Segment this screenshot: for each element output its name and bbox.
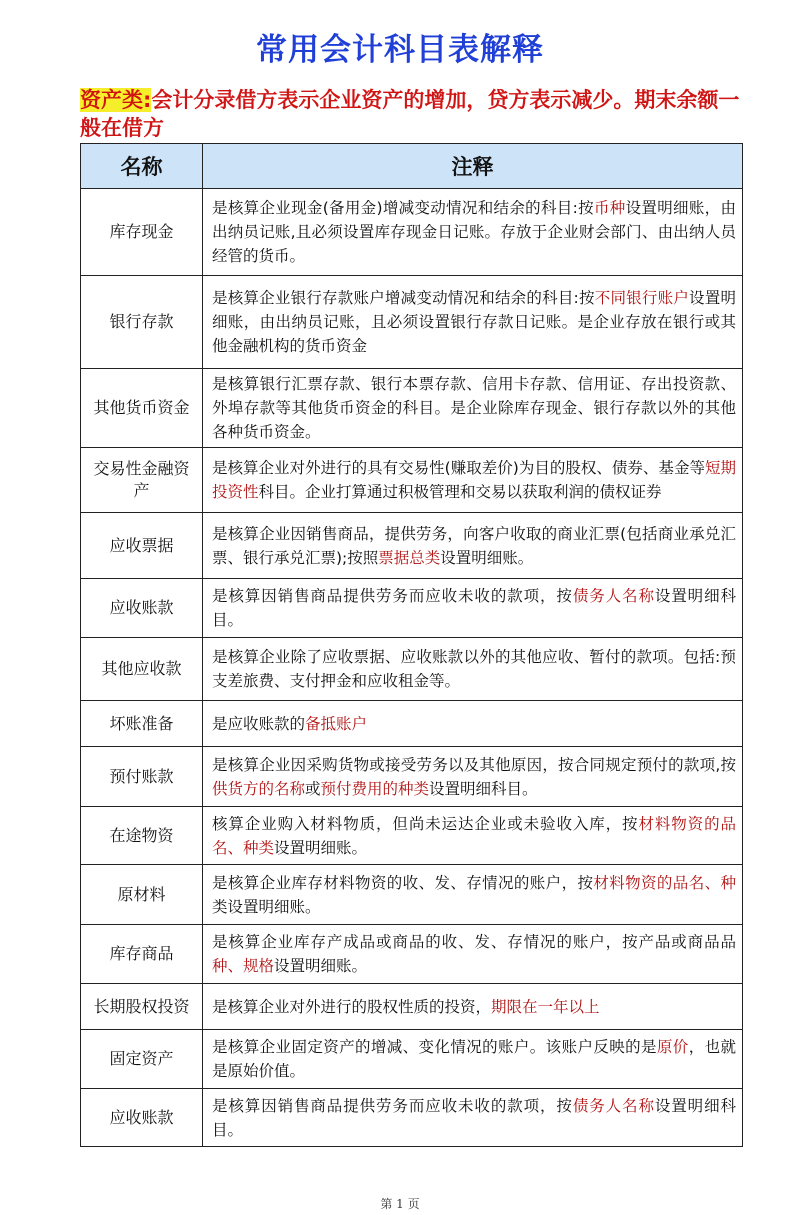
note-text: 设置明细科目。 bbox=[212, 1096, 736, 1139]
account-name: 银行存款 bbox=[81, 276, 203, 369]
note-highlight: 供货方的名称 bbox=[212, 779, 306, 798]
table-row bbox=[81, 189, 743, 276]
note-text: 是核算企业对外进行的股权性质的投资， bbox=[212, 997, 492, 1016]
account-note bbox=[203, 513, 743, 579]
note-text: 是核算银行汇票存款、银行本票存款、信用卡存款、信用证、存出投资款、外埠存款等其他货币资金的科目。是企业除库存现金、银行存款以外的其他各种货币资金。 bbox=[212, 375, 736, 441]
note-text: 设置明细账，由出纳员记账,且必须设置库存现金日记账。存放于企业财会部门、由出纳人员经管的货币。 bbox=[212, 199, 736, 265]
account-name: 其他货币资金 bbox=[81, 369, 203, 448]
note-text: 类设置明细账。 bbox=[212, 897, 321, 916]
note-text: 核算企业购入材料物质，但尚未运达企业或未验收入库，按 bbox=[212, 814, 639, 833]
account-name: 在途物资 bbox=[81, 807, 203, 865]
note-text: 设置明细账。 bbox=[440, 548, 534, 567]
note-text: 是核算企业因采购货物或接受劳务以及其他原因，按合同规定预付的款项,按 bbox=[212, 755, 736, 774]
note-text: 是核算企业库存产成品或商品的收、发、存情况的账户，按产品或商品品 bbox=[212, 933, 736, 951]
note-highlight: 种、规格 bbox=[212, 957, 275, 975]
header-name: 名称 bbox=[81, 144, 203, 189]
note-text: 设置明细账。 bbox=[274, 838, 368, 857]
account-note bbox=[203, 448, 743, 513]
note-text: 是核算企业现金(备用金)增减变动情况和结余的科目:按 bbox=[212, 199, 594, 217]
table-row bbox=[81, 701, 743, 747]
note-text: 是核算企业固定资产的增减、变化情况的账户。该账户反映的是 bbox=[212, 1038, 657, 1056]
section-description: 会计分录借方表示企业资产的增加，贷方表示减少。期末余额一般在借方 bbox=[80, 88, 740, 140]
note-text: 设置明细科目。 bbox=[429, 779, 538, 798]
account-note bbox=[203, 1089, 743, 1147]
account-note bbox=[203, 925, 743, 984]
account-note bbox=[203, 865, 743, 925]
account-name: 库存商品 bbox=[81, 925, 203, 984]
account-name: 其他应收款 bbox=[81, 638, 203, 701]
table-row bbox=[81, 984, 743, 1030]
table-body bbox=[81, 189, 743, 1147]
account-name: 长期股权投资 bbox=[81, 984, 203, 1030]
note-text: 设置明细账，由出纳员记账，且必须设置银行存款日记账。是企业存放在银行或其他金融机构的货币资金 bbox=[212, 289, 736, 355]
table-row bbox=[81, 579, 743, 638]
note-text: 是核算企业银行存款账户增减变动情况和结余的科目:按 bbox=[212, 289, 595, 307]
note-highlight: 材料物资的品名、种 bbox=[593, 873, 736, 892]
header-note: 注释 bbox=[203, 144, 743, 189]
note-highlight: 预付费用的种类 bbox=[320, 779, 430, 798]
account-name: 原材料 bbox=[81, 865, 203, 925]
note-text: 是核算企业因销售商品，提供劳务，向客户收取的商业汇票(包括商业承兑汇票、银行承兑汇票);按照 bbox=[212, 524, 736, 567]
table-row bbox=[81, 1089, 743, 1147]
account-name: 应收账款 bbox=[81, 1089, 203, 1147]
note-highlight: 不同银行账户 bbox=[594, 289, 690, 307]
note-text: 是核算企业除了应收票据、应收账款以外的其他应收、暂付的款项。包括:预支差旅费、支付押金和应收租金等。 bbox=[212, 648, 736, 690]
note-highlight: 债务人名称 bbox=[572, 1096, 655, 1115]
note-highlight: 票据总类 bbox=[378, 548, 441, 567]
account-note bbox=[203, 579, 743, 638]
table-row bbox=[81, 807, 743, 865]
account-name: 预付账款 bbox=[81, 747, 203, 807]
note-highlight: 短期投资性 bbox=[212, 459, 736, 501]
table-header-row bbox=[81, 144, 743, 189]
note-text: 设置明细科目。 bbox=[212, 587, 736, 629]
note-text: ，也就是原始价值。 bbox=[212, 1038, 736, 1080]
note-text: 是核算因销售商品提供劳务而应收未收的款项，按 bbox=[212, 1096, 573, 1115]
account-name: 固定资产 bbox=[81, 1030, 203, 1089]
account-note bbox=[203, 701, 743, 747]
section-label: 资产类: bbox=[80, 88, 152, 112]
table-row bbox=[81, 513, 743, 579]
note-highlight: 币种 bbox=[593, 199, 626, 217]
note-highlight: 期限在一年以上 bbox=[491, 997, 600, 1016]
account-name: 应收账款 bbox=[81, 579, 203, 638]
table-row bbox=[81, 369, 743, 448]
account-name: 交易性金融资产 bbox=[81, 448, 203, 513]
note-text: 是应收账款的 bbox=[212, 714, 306, 733]
note-highlight: 备抵账户 bbox=[305, 714, 368, 733]
account-note bbox=[203, 807, 743, 865]
table-row bbox=[81, 925, 743, 984]
section-intro bbox=[80, 86, 750, 142]
account-note bbox=[203, 1030, 743, 1089]
account-name: 坏账准备 bbox=[81, 701, 203, 747]
table-row bbox=[81, 747, 743, 807]
table-row bbox=[81, 865, 743, 925]
account-note bbox=[203, 369, 743, 448]
table-row bbox=[81, 448, 743, 513]
note-text: 是核算因销售商品提供劳务而应收未收的款项，按 bbox=[212, 587, 573, 605]
note-text: 或 bbox=[305, 779, 321, 798]
table-row bbox=[81, 1030, 743, 1089]
account-name: 库存现金 bbox=[81, 189, 203, 276]
page-number: 第 1 页 bbox=[380, 1197, 420, 1211]
note-text: 设置明细账。 bbox=[274, 957, 368, 975]
account-note bbox=[203, 638, 743, 701]
table-row bbox=[81, 638, 743, 701]
note-highlight: 原价 bbox=[656, 1038, 689, 1056]
note-text: 是核算企业对外进行的具有交易性(赚取差价)为目的股权、债券、基金等 bbox=[212, 459, 705, 477]
account-table bbox=[80, 143, 743, 1147]
note-text: 科目。企业打算通过积极管理和交易以获取利润的债权证券 bbox=[258, 483, 662, 501]
note-text: 是核算企业库存材料物资的收、发、存情况的账户，按 bbox=[212, 873, 594, 892]
note-highlight: 债务人名称 bbox=[572, 587, 655, 605]
note-highlight: 材料物资的品名、种类 bbox=[212, 814, 736, 857]
page-title: 常用会计科目表解释 bbox=[256, 32, 544, 68]
account-name: 应收票据 bbox=[81, 513, 203, 579]
account-note bbox=[203, 984, 743, 1030]
table-row bbox=[81, 276, 743, 369]
account-note bbox=[203, 747, 743, 807]
account-note bbox=[203, 276, 743, 369]
account-note bbox=[203, 189, 743, 276]
